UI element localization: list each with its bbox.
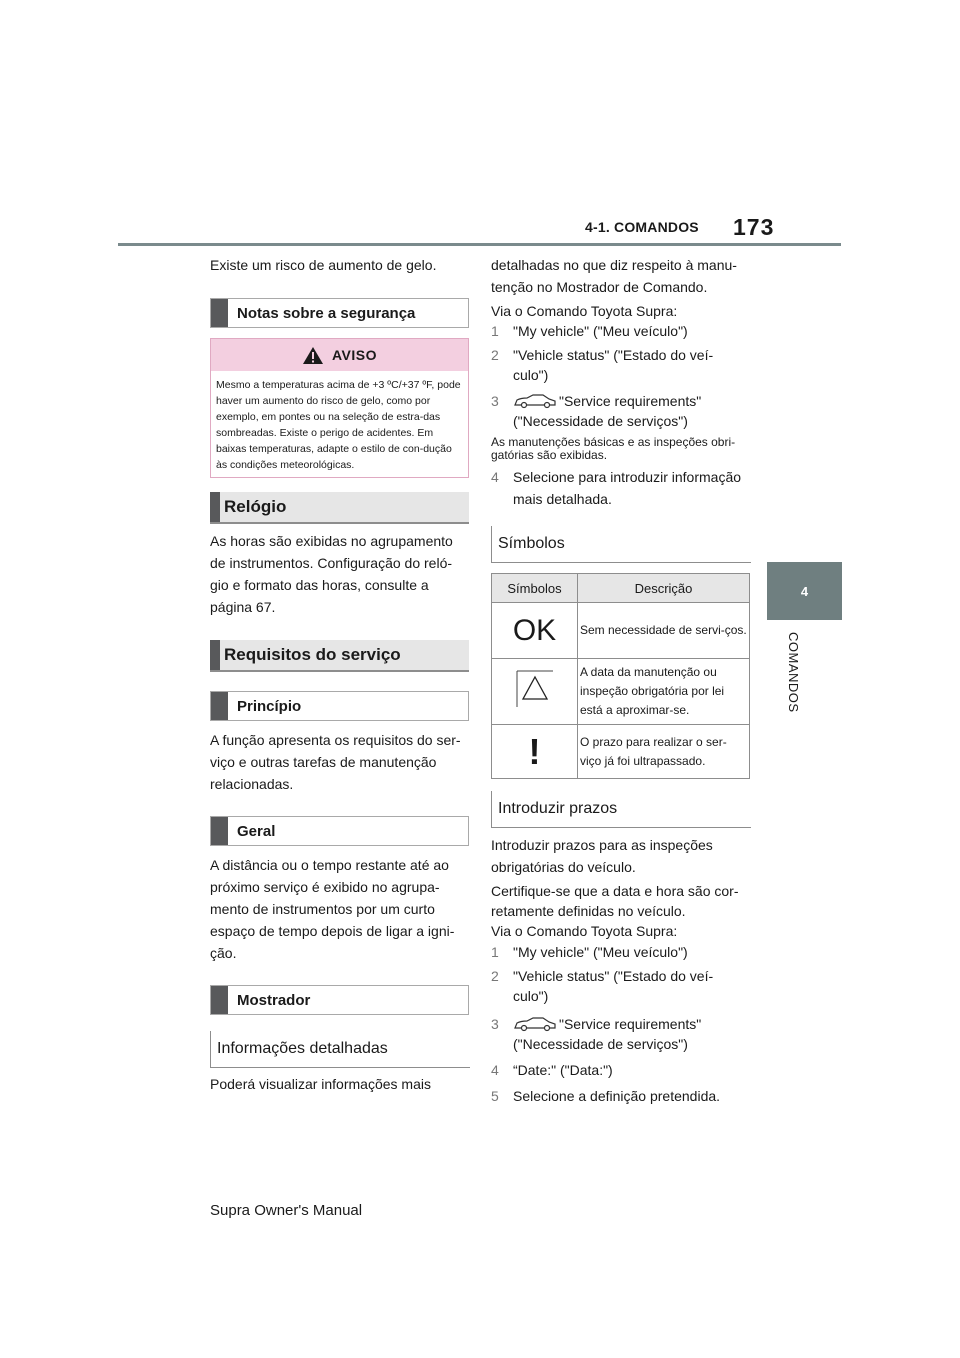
- triangle-icon: [515, 669, 555, 709]
- details-text: Poderá visualizar informações mais: [210, 1076, 431, 1092]
- heading-details: Informações detalhadas: [210, 1031, 470, 1068]
- table-cell-desc: Sem necessidade de servi-ços.: [578, 603, 750, 659]
- heading-clock: Relógio: [210, 492, 469, 524]
- steps-list-2: [491, 942, 751, 1106]
- via-text-2: Via o Comando Toyota Supra:: [491, 923, 678, 939]
- table-row: [492, 659, 750, 725]
- clock-text: As horas são exibidas no agrupamento de instrumentos. Configuração do reló-gio e formato das horas, consulte a página 67.: [210, 533, 453, 615]
- heading-service: Requisitos do serviço: [210, 640, 469, 672]
- deadlines-text: Introduzir prazos para as inspeções obrigatórias do veículo.: [491, 837, 713, 875]
- symbols-table: [491, 573, 750, 779]
- step-item: 2 "Vehicle status" ("Estado do veí-culo"): [491, 968, 714, 1004]
- table-header-row: [492, 574, 750, 603]
- table-cell-symbol: [492, 659, 578, 725]
- step-item: 3 "Service requirements" ("Necessidade de serviços"): [491, 1016, 702, 1052]
- warning-title: AVISO: [331, 347, 378, 363]
- details-continued: detalhadas no que diz respeito à manu-tenção no Mostrador de Comando.: [491, 257, 737, 295]
- footer-text: Supra Owner's Manual: [210, 1202, 363, 1219]
- certify-text: Certifique-se que a data e hora são cor-retamente definidas no veículo.: [491, 883, 739, 919]
- table-row: [492, 725, 750, 779]
- header-rule: [118, 243, 841, 246]
- car-icon: [513, 393, 557, 409]
- via-text-1: Via o Comando Toyota Supra:: [491, 303, 678, 319]
- heading-symbols: Símbolos: [491, 526, 751, 563]
- note-text: As manutenções básicas e as inspeções obri-gatórias são exibidas.: [491, 435, 736, 462]
- steps-list-1: [491, 321, 751, 431]
- heading-general: Geral: [210, 816, 469, 846]
- table-row: [492, 603, 750, 659]
- chapter-tab: 4: [767, 562, 842, 620]
- principle-text: A função apresenta os requisitos do ser-viço e outras tarefas de manutenção relacionadas.: [210, 732, 461, 792]
- step-item: 4 “Date:" ("Data:"): [491, 1062, 613, 1078]
- warning-text: Mesmo a temperaturas acima de +3 ºC/+37 ºF, pode haver um aumento do risco de gelo, como por exemplo, em pontes ou na seleção de estra-das sombreadas. Existe o perigo de acidentes. Em baixas temperaturas, adapte o estilo de con-dução às condições meteorológicas.: [216, 379, 461, 471]
- heading-safety: Notas sobre a segurança: [210, 298, 469, 328]
- section-title: 4-1. COMANDOS: [585, 219, 699, 235]
- chapter-side-label: COMANDOS: [786, 632, 801, 713]
- warning-triangle-icon: [302, 346, 324, 365]
- step-item: 1 "My vehicle" ("Meu veículo"): [491, 944, 688, 960]
- general-text: A distância ou o tempo restante até ao próximo serviço é exibido no agrupa-mento de instrumentos por um curto espaço de tempo depois de ligar a igni-ção.: [210, 857, 455, 961]
- table-cell-desc: A data da manutenção ou inspeção obrigatória por lei está a aproximar-se.: [578, 659, 750, 725]
- step-item: 2 "Vehicle status" ("Estado do veí-culo"): [491, 347, 714, 383]
- page-number: 173: [733, 214, 775, 240]
- exclamation-symbol: !: [492, 725, 578, 779]
- ok-symbol: OK: [492, 603, 578, 659]
- step-item: 5 Selecione a definição pretendida.: [491, 1088, 721, 1104]
- heading-display: Mostrador: [210, 985, 469, 1015]
- table-header-symbols: Símbolos: [492, 574, 578, 603]
- heading-deadlines: Introduzir prazos: [491, 791, 751, 828]
- heading-principle: Princípio: [210, 691, 469, 721]
- warning-header: [211, 339, 468, 371]
- warning-box: [210, 338, 469, 478]
- intro-text: Existe um risco de aumento de gelo.: [210, 257, 437, 273]
- table-cell-desc: O prazo para realizar o ser-viço já foi ultrapassado.: [578, 725, 750, 779]
- step-item: 4 Selecione para introduzir informação mais detalhada.: [491, 469, 742, 507]
- step-item: 3 "Service requirements" ("Necessidade de serviços"): [491, 393, 702, 429]
- step-item: 1 "My vehicle" ("Meu veículo"): [491, 323, 688, 339]
- table-header-description: Descrição: [578, 574, 750, 603]
- car-icon: [513, 1016, 557, 1032]
